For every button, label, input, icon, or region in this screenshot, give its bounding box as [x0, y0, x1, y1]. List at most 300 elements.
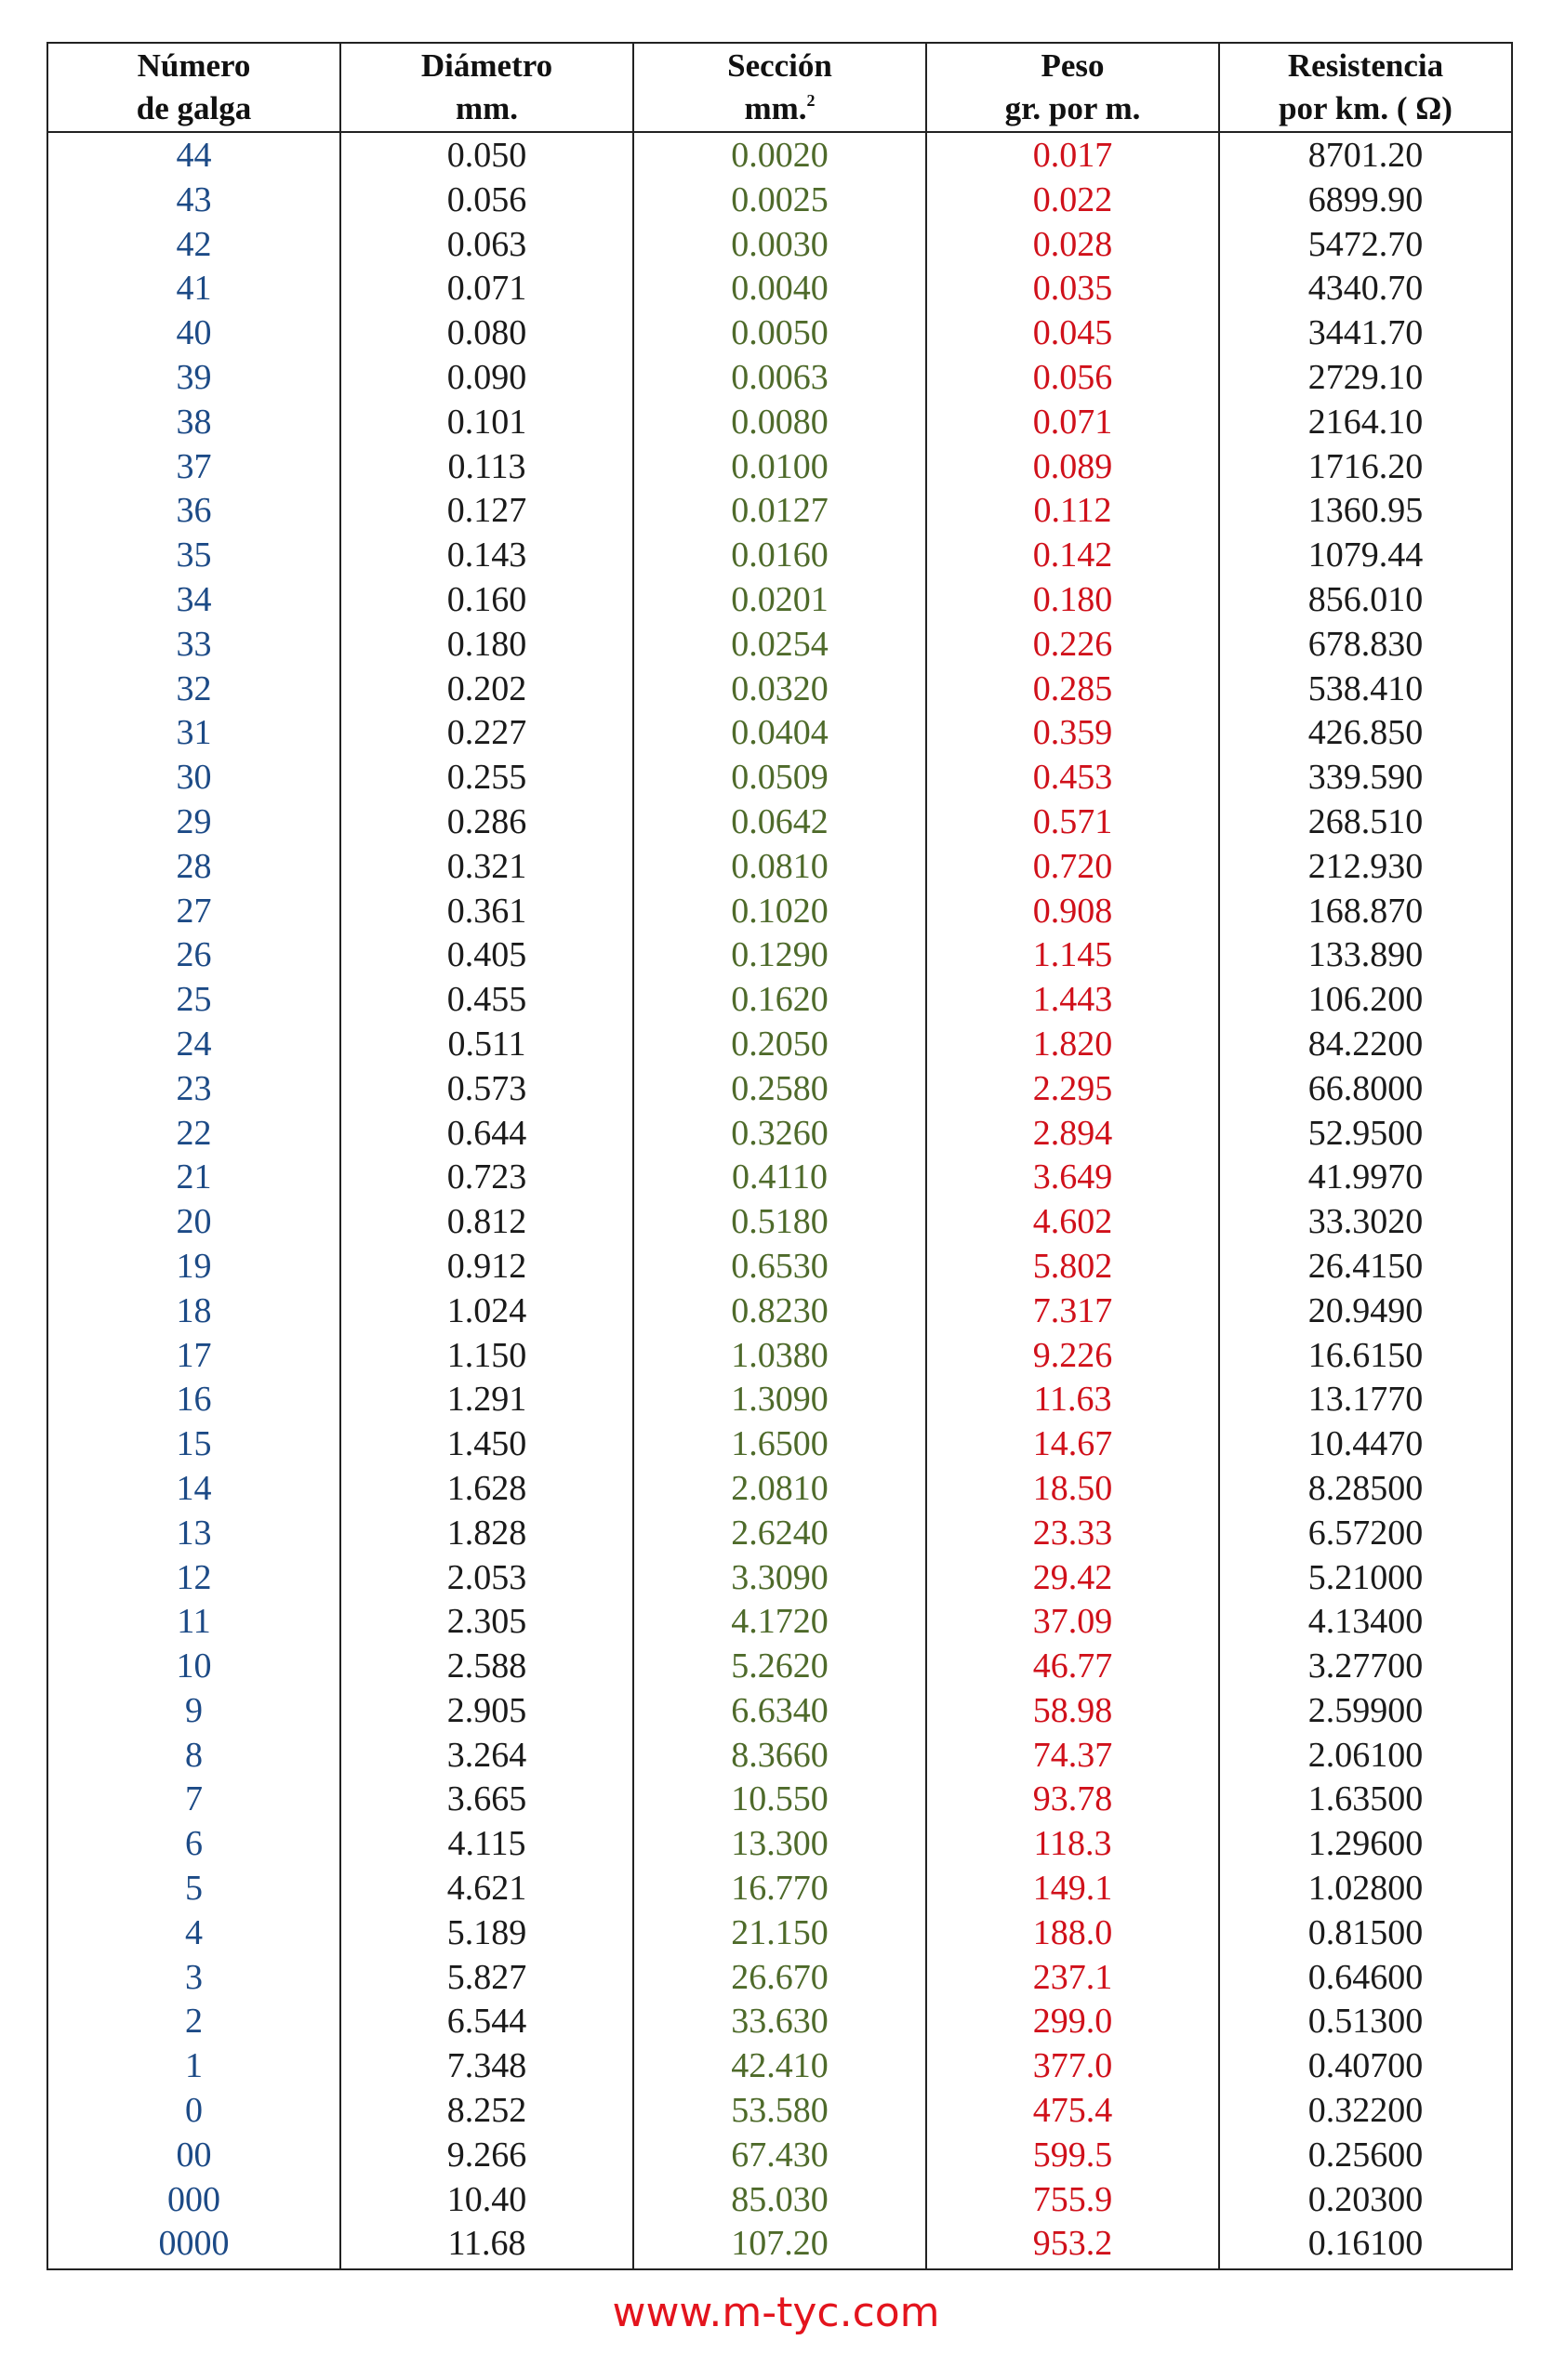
weight-cell: 4.602: [926, 1200, 1219, 1245]
diameter-cell: 0.143: [340, 534, 633, 578]
gauge-number-cell: 17: [176, 1335, 212, 1375]
section-cell: 85.030: [633, 2178, 926, 2223]
gauge-number-cell: 32: [176, 668, 212, 708]
table-row: [47, 178, 1512, 223]
weight-cell: 188.0: [926, 1911, 1219, 1956]
resistance-cell: 106.200: [1219, 978, 1512, 1023]
section-cell: 0.2050: [633, 1023, 926, 1067]
weight-cell: 0.720: [926, 845, 1219, 890]
resistance-cell: 2.06100: [1219, 1734, 1512, 1778]
weight-cell: 237.1: [926, 1956, 1219, 2001]
section-cell: 0.0050: [633, 311, 926, 356]
gauge-number-cell: 3: [185, 1957, 203, 1997]
table-row: [47, 2089, 1512, 2134]
resistance-cell: 678.830: [1219, 623, 1512, 668]
resistance-cell: 0.16100: [1219, 2222, 1512, 2269]
gauge-number-cell: 19: [176, 1246, 212, 1286]
section-cell: 5.2620: [633, 1645, 926, 1689]
resistance-cell: 0.25600: [1219, 2134, 1512, 2178]
header-weight: [926, 43, 1219, 132]
table-row: [47, 1156, 1512, 1200]
gauge-number-cell: 10: [176, 1646, 212, 1686]
weight-cell: 475.4: [926, 2089, 1219, 2134]
weight-cell: 9.226: [926, 1334, 1219, 1379]
section-cell: 3.3090: [633, 1556, 926, 1601]
table-row: [47, 267, 1512, 311]
header-gauge-line1: Número: [137, 47, 251, 84]
gauge-number-cell: 25: [176, 980, 212, 1020]
table-row: [47, 2222, 1512, 2269]
section-cell: 16.770: [633, 1867, 926, 1911]
resistance-cell: 0.51300: [1219, 2000, 1512, 2044]
section-cell: 1.3090: [633, 1378, 926, 1422]
section-cell: 33.630: [633, 2000, 926, 2044]
section-cell: 2.0810: [633, 1467, 926, 1512]
table-row: [47, 711, 1512, 756]
diameter-cell: 0.101: [340, 401, 633, 445]
header-gauge-line2: de galga: [136, 90, 252, 126]
header-weight-line1: Peso: [1041, 47, 1105, 84]
table-row: [47, 1645, 1512, 1689]
section-cell: 6.6340: [633, 1689, 926, 1734]
resistance-cell: 3441.70: [1219, 311, 1512, 356]
diameter-cell: 3.665: [340, 1778, 633, 1822]
gauge-number-cell: 20: [176, 1202, 212, 1242]
section-cell: 0.1020: [633, 890, 926, 934]
table-row: [47, 2044, 1512, 2089]
header-row: [47, 43, 1512, 132]
table-row: [47, 978, 1512, 1023]
weight-cell: 0.022: [926, 178, 1219, 223]
table-row: [47, 2178, 1512, 2223]
table-row: [47, 1822, 1512, 1867]
gauge-number-cell: 28: [176, 846, 212, 886]
table-row: [47, 1378, 1512, 1422]
table-row: [47, 1200, 1512, 1245]
resistance-cell: 426.850: [1219, 711, 1512, 756]
resistance-cell: 1.02800: [1219, 1867, 1512, 1911]
diameter-cell: 2.053: [340, 1556, 633, 1601]
resistance-cell: 66.8000: [1219, 1067, 1512, 1112]
weight-cell: 0.028: [926, 223, 1219, 268]
diameter-cell: 0.202: [340, 668, 633, 712]
gauge-number-cell: 2: [185, 2002, 203, 2042]
weight-cell: 93.78: [926, 1778, 1219, 1822]
weight-cell: 0.017: [926, 132, 1219, 178]
gauge-number-cell: 18: [176, 1290, 212, 1330]
gauge-number-cell: 29: [176, 801, 212, 841]
section-cell: 0.0080: [633, 401, 926, 445]
diameter-cell: 0.160: [340, 578, 633, 623]
weight-cell: 0.089: [926, 445, 1219, 490]
header-section-exponent: 2: [806, 91, 816, 110]
diameter-cell: 0.050: [340, 132, 633, 178]
diameter-cell: 0.812: [340, 1200, 633, 1245]
diameter-cell: 3.264: [340, 1734, 633, 1778]
gauge-number-cell: 33: [176, 624, 212, 664]
weight-cell: 5.802: [926, 1245, 1219, 1289]
section-cell: 0.0040: [633, 267, 926, 311]
gauge-number-cell: 26: [176, 935, 212, 975]
section-cell: 0.0509: [633, 756, 926, 800]
weight-cell: 74.37: [926, 1734, 1219, 1778]
resistance-cell: 2729.10: [1219, 356, 1512, 401]
weight-cell: 0.056: [926, 356, 1219, 401]
resistance-cell: 339.590: [1219, 756, 1512, 800]
table-row: [47, 933, 1512, 978]
weight-cell: 118.3: [926, 1822, 1219, 1867]
diameter-cell: 1.450: [340, 1422, 633, 1467]
gauge-number-cell: 37: [176, 446, 212, 486]
section-cell: 0.0100: [633, 445, 926, 490]
diameter-cell: 2.905: [340, 1689, 633, 1734]
diameter-cell: 4.621: [340, 1867, 633, 1911]
resistance-cell: 6899.90: [1219, 178, 1512, 223]
diameter-cell: 0.321: [340, 845, 633, 890]
table-row: [47, 1512, 1512, 1556]
table-body: [47, 132, 1512, 2269]
header-section: [633, 43, 926, 132]
gauge-number-cell: 13: [176, 1513, 212, 1553]
resistance-cell: 5.21000: [1219, 1556, 1512, 1601]
resistance-cell: 41.9970: [1219, 1156, 1512, 1200]
resistance-cell: 3.27700: [1219, 1645, 1512, 1689]
weight-cell: 0.035: [926, 267, 1219, 311]
section-cell: 53.580: [633, 2089, 926, 2134]
resistance-cell: 538.410: [1219, 668, 1512, 712]
gauge-number-cell: 34: [176, 579, 212, 619]
table-row: [47, 845, 1512, 890]
section-cell: 10.550: [633, 1778, 926, 1822]
table-row: [47, 445, 1512, 490]
diameter-cell: 0.180: [340, 623, 633, 668]
section-cell: 0.0201: [633, 578, 926, 623]
table-row: [47, 1067, 1512, 1112]
gauge-number-cell: 42: [176, 224, 212, 264]
diameter-cell: 1.828: [340, 1512, 633, 1556]
resistance-cell: 1.63500: [1219, 1778, 1512, 1822]
gauge-number-cell: 21: [176, 1157, 212, 1197]
table-row: [47, 668, 1512, 712]
table-row: [47, 223, 1512, 268]
table-row: [47, 356, 1512, 401]
section-cell: 0.0404: [633, 711, 926, 756]
section-cell: 0.0063: [633, 356, 926, 401]
gauge-number-cell: 8: [185, 1735, 203, 1775]
resistance-cell: 8701.20: [1219, 132, 1512, 178]
gauge-number-cell: 0: [185, 2091, 203, 2131]
table-row: [47, 1467, 1512, 1512]
section-cell: 13.300: [633, 1822, 926, 1867]
weight-cell: 953.2: [926, 2222, 1219, 2269]
gauge-number-cell: 000: [167, 2179, 220, 2219]
table-row: [47, 1023, 1512, 1067]
section-cell: 0.0160: [633, 534, 926, 578]
diameter-cell: 7.348: [340, 2044, 633, 2089]
resistance-cell: 20.9490: [1219, 1289, 1512, 1334]
weight-cell: 58.98: [926, 1689, 1219, 1734]
header-resistance-line2: por km. ( Ω): [1279, 90, 1453, 126]
weight-cell: 1.443: [926, 978, 1219, 1023]
gauge-number-cell: 36: [176, 491, 212, 531]
resistance-cell: 1360.95: [1219, 489, 1512, 534]
section-cell: 0.0254: [633, 623, 926, 668]
resistance-cell: 268.510: [1219, 800, 1512, 845]
header-weight-line2: gr. por m.: [1004, 90, 1141, 126]
diameter-cell: 5.189: [340, 1911, 633, 1956]
resistance-cell: 0.40700: [1219, 2044, 1512, 2089]
section-cell: 8.3660: [633, 1734, 926, 1778]
gauge-number-cell: 35: [176, 536, 212, 575]
gauge-number-cell: 44: [176, 136, 212, 175]
weight-cell: 0.908: [926, 890, 1219, 934]
gauge-number-cell: 43: [176, 179, 212, 219]
weight-cell: 755.9: [926, 2178, 1219, 2223]
gauge-number-cell: 39: [176, 357, 212, 397]
weight-cell: 2.295: [926, 1067, 1219, 1112]
section-cell: 0.0030: [633, 223, 926, 268]
diameter-cell: 0.286: [340, 800, 633, 845]
table-row: [47, 1334, 1512, 1379]
header-section-unit: mm.: [744, 90, 807, 126]
weight-cell: 0.112: [926, 489, 1219, 534]
diameter-cell: 0.644: [340, 1112, 633, 1157]
gauge-number-cell: 40: [176, 313, 212, 353]
table-row: [47, 756, 1512, 800]
resistance-cell: 0.32200: [1219, 2089, 1512, 2134]
diameter-cell: 0.056: [340, 178, 633, 223]
section-cell: 1.0380: [633, 1334, 926, 1379]
table-row: [47, 2134, 1512, 2178]
section-cell: 4.1720: [633, 1600, 926, 1645]
section-cell: 0.0320: [633, 668, 926, 712]
weight-cell: 1.145: [926, 933, 1219, 978]
gauge-number-cell: 30: [176, 758, 212, 798]
gauge-number-cell: 1: [185, 2046, 203, 2086]
diameter-cell: 0.723: [340, 1156, 633, 1200]
weight-cell: 0.285: [926, 668, 1219, 712]
resistance-cell: 0.20300: [1219, 2178, 1512, 2223]
diameter-cell: 0.455: [340, 978, 633, 1023]
weight-cell: 46.77: [926, 1645, 1219, 1689]
resistance-cell: 2.59900: [1219, 1689, 1512, 1734]
resistance-cell: 1079.44: [1219, 534, 1512, 578]
weight-cell: 18.50: [926, 1467, 1219, 1512]
section-cell: 0.2580: [633, 1067, 926, 1112]
section-cell: 0.0020: [633, 132, 926, 178]
diameter-cell: 0.127: [340, 489, 633, 534]
table-row: [47, 890, 1512, 934]
resistance-cell: 26.4150: [1219, 1245, 1512, 1289]
gauge-number-cell: 00: [176, 2135, 212, 2175]
section-cell: 0.0642: [633, 800, 926, 845]
table-row: [47, 1600, 1512, 1645]
resistance-cell: 16.6150: [1219, 1334, 1512, 1379]
diameter-cell: 1.150: [340, 1334, 633, 1379]
table-row: [47, 2000, 1512, 2044]
diameter-cell: 2.305: [340, 1600, 633, 1645]
resistance-cell: 0.81500: [1219, 1911, 1512, 1956]
header-diameter: [340, 43, 633, 132]
section-cell: 21.150: [633, 1911, 926, 1956]
resistance-cell: 2164.10: [1219, 401, 1512, 445]
diameter-cell: 0.090: [340, 356, 633, 401]
diameter-cell: 0.405: [340, 933, 633, 978]
gauge-number-cell: 11: [177, 1602, 211, 1642]
weight-cell: 11.63: [926, 1378, 1219, 1422]
resistance-cell: 1716.20: [1219, 445, 1512, 490]
table-row: [47, 132, 1512, 178]
section-cell: 42.410: [633, 2044, 926, 2089]
table-row: [47, 1556, 1512, 1601]
resistance-cell: 1.29600: [1219, 1822, 1512, 1867]
section-cell: 26.670: [633, 1956, 926, 2001]
weight-cell: 149.1: [926, 1867, 1219, 1911]
resistance-cell: 133.890: [1219, 933, 1512, 978]
wire-gauge-table: [46, 42, 1513, 2270]
weight-cell: 14.67: [926, 1422, 1219, 1467]
resistance-cell: 4340.70: [1219, 267, 1512, 311]
diameter-cell: 5.827: [340, 1956, 633, 2001]
section-cell: 0.6530: [633, 1245, 926, 1289]
gauge-number-cell: 6: [185, 1824, 203, 1864]
diameter-cell: 0.227: [340, 711, 633, 756]
resistance-cell: 13.1770: [1219, 1378, 1512, 1422]
weight-cell: 599.5: [926, 2134, 1219, 2178]
weight-cell: 1.820: [926, 1023, 1219, 1067]
resistance-cell: 168.870: [1219, 890, 1512, 934]
table-row: [47, 1112, 1512, 1157]
weight-cell: 0.226: [926, 623, 1219, 668]
diameter-cell: 4.115: [340, 1822, 633, 1867]
header-section-line1: Sección: [727, 47, 832, 84]
diameter-cell: 0.113: [340, 445, 633, 490]
weight-cell: 377.0: [926, 2044, 1219, 2089]
gauge-number-cell: 4: [185, 1912, 203, 1952]
resistance-cell: 5472.70: [1219, 223, 1512, 268]
gauge-number-cell: 27: [176, 891, 212, 931]
header-diameter-line2: mm.: [455, 90, 519, 126]
table-row: [47, 489, 1512, 534]
table-row: [47, 1956, 1512, 2001]
table-row: [47, 401, 1512, 445]
table-row: [47, 623, 1512, 668]
section-cell: 0.0025: [633, 178, 926, 223]
diameter-cell: 10.40: [340, 2178, 633, 2223]
diameter-cell: 1.628: [340, 1467, 633, 1512]
diameter-cell: 6.544: [340, 2000, 633, 2044]
gauge-number-cell: 41: [176, 269, 212, 309]
weight-cell: 7.317: [926, 1289, 1219, 1334]
weight-cell: 0.571: [926, 800, 1219, 845]
resistance-cell: 6.57200: [1219, 1512, 1512, 1556]
section-cell: 107.20: [633, 2222, 926, 2269]
section-cell: 0.0810: [633, 845, 926, 890]
resistance-cell: 8.28500: [1219, 1467, 1512, 1512]
gauge-number-cell: 5: [185, 1869, 203, 1909]
section-cell: 0.5180: [633, 1200, 926, 1245]
gauge-number-cell: 38: [176, 402, 212, 442]
weight-cell: 0.071: [926, 401, 1219, 445]
diameter-cell: 1.024: [340, 1289, 633, 1334]
weight-cell: 0.142: [926, 534, 1219, 578]
table-row: [47, 1289, 1512, 1334]
header-resistance-line1: Resistencia: [1287, 47, 1444, 84]
diameter-cell: 0.511: [340, 1023, 633, 1067]
resistance-cell: 33.3020: [1219, 1200, 1512, 1245]
resistance-cell: 212.930: [1219, 845, 1512, 890]
table-row: [47, 800, 1512, 845]
gauge-number-cell: 12: [176, 1557, 212, 1597]
weight-cell: 2.894: [926, 1112, 1219, 1157]
gauge-number-cell: 31: [176, 713, 212, 753]
header-resistance: [1219, 43, 1512, 132]
header-section-line2: [634, 87, 925, 130]
section-cell: 0.1620: [633, 978, 926, 1023]
resistance-cell: 856.010: [1219, 578, 1512, 623]
gauge-number-cell: 22: [176, 1113, 212, 1153]
weight-cell: 23.33: [926, 1512, 1219, 1556]
resistance-cell: 4.13400: [1219, 1600, 1512, 1645]
table-row: [47, 1245, 1512, 1289]
diameter-cell: 9.266: [340, 2134, 633, 2178]
gauge-number-cell: 0000: [158, 2224, 230, 2264]
table-row: [47, 1778, 1512, 1822]
weight-cell: 0.359: [926, 711, 1219, 756]
section-cell: 0.0127: [633, 489, 926, 534]
weight-cell: 299.0: [926, 2000, 1219, 2044]
table-row: [47, 1422, 1512, 1467]
diameter-cell: 1.291: [340, 1378, 633, 1422]
table-row: [47, 578, 1512, 623]
section-cell: 0.4110: [633, 1156, 926, 1200]
diameter-cell: 0.080: [340, 311, 633, 356]
section-cell: 0.8230: [633, 1289, 926, 1334]
weight-cell: 29.42: [926, 1556, 1219, 1601]
table-row: [47, 311, 1512, 356]
diameter-cell: 0.063: [340, 223, 633, 268]
diameter-cell: 8.252: [340, 2089, 633, 2134]
table-row: [47, 1867, 1512, 1911]
weight-cell: 0.180: [926, 578, 1219, 623]
header-diameter-line1: Diámetro: [420, 47, 553, 84]
diameter-cell: 0.912: [340, 1245, 633, 1289]
section-cell: 1.6500: [633, 1422, 926, 1467]
gauge-number-cell: 14: [176, 1468, 212, 1508]
table-row: [47, 1734, 1512, 1778]
section-cell: 0.3260: [633, 1112, 926, 1157]
diameter-cell: 0.573: [340, 1067, 633, 1112]
section-cell: 0.1290: [633, 933, 926, 978]
diameter-cell: 0.255: [340, 756, 633, 800]
header-gauge-number: [47, 43, 340, 132]
gauge-number-cell: 15: [176, 1424, 212, 1464]
gauge-number-cell: 24: [176, 1024, 212, 1064]
weight-cell: 3.649: [926, 1156, 1219, 1200]
table-row: [47, 534, 1512, 578]
weight-cell: 37.09: [926, 1600, 1219, 1645]
footer-website-url: www.m-tyc.com: [612, 2289, 940, 2336]
resistance-cell: 84.2200: [1219, 1023, 1512, 1067]
gauge-number-cell: 16: [176, 1380, 212, 1420]
diameter-cell: 0.361: [340, 890, 633, 934]
resistance-cell: 52.9500: [1219, 1112, 1512, 1157]
resistance-cell: 10.4470: [1219, 1422, 1512, 1467]
gauge-number-cell: 7: [185, 1779, 203, 1819]
diameter-cell: 2.588: [340, 1645, 633, 1689]
gauge-number-cell: 9: [185, 1690, 203, 1730]
resistance-cell: 0.64600: [1219, 1956, 1512, 2001]
